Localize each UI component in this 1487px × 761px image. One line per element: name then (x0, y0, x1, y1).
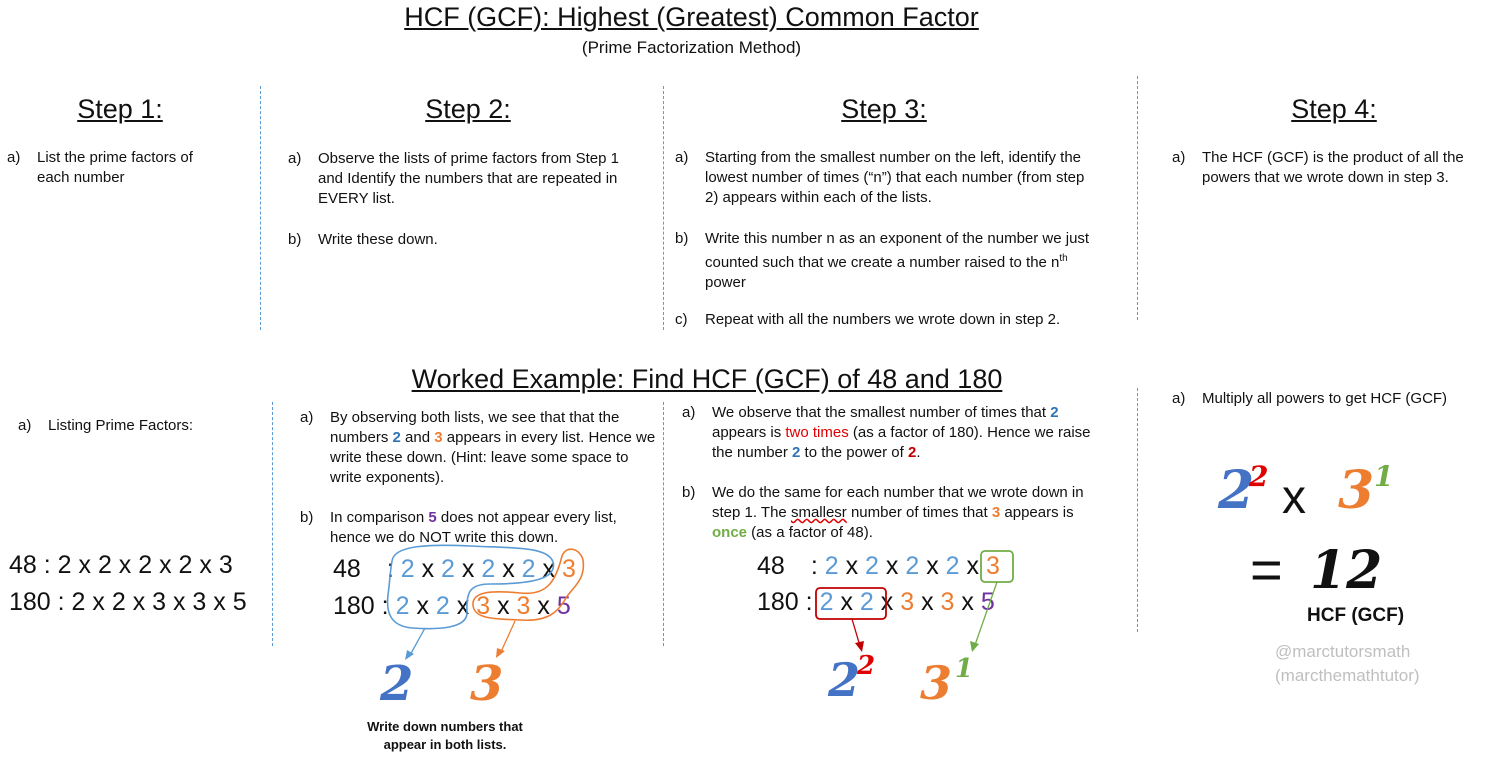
col3-row-180: 180 : 2 x 2 x 3 x 3 x 5 (757, 588, 995, 616)
col3-row-48: 48 : 2 x 2 x 2 x 2 x 3 (757, 552, 1000, 580)
final-3-exponent: 1 (1374, 460, 1394, 493)
final-3-base: 3 (1338, 460, 1375, 521)
worked-example-title: Worked Example: Find HCF (GCF) of 48 and 180 (411, 364, 1003, 394)
col2-row-48: 48 : 2 x 2 x 2 x 2 x 3 (333, 555, 576, 583)
factor-list-180: 180 : 2 x 2 x 3 x 3 x 5 (9, 588, 247, 616)
item-text: Write this number n as an exponent of the number we just counted such that we create a number raised to the $n^{th}$ power (705, 230, 1090, 291)
item-label: b) (675, 230, 689, 247)
col2-caption: Write down numbers that appear in both lists. (367, 719, 523, 752)
item-text: Repeat with all the numbers we wrote down in step 2. (705, 311, 1061, 328)
item-label: a) (682, 404, 696, 421)
col2-row-180: 180 : 2 x 2 x 3 x 3 x 5 (333, 592, 571, 620)
step-2-heading: Step 2: (425, 94, 511, 124)
item-text: By observing both lists, we see that that the numbers 2 and 3 appears in every list. Hence we write these down. (Hint: leave some space to write exponents). (330, 409, 656, 486)
item-text: Multiply all powers to get HCF (GCF) (1202, 390, 1448, 407)
hand-written-3: 3 (470, 656, 504, 712)
item-label: b) (300, 509, 314, 526)
item-text: Listing Prime Factors: (48, 417, 194, 434)
hand-3-exponent: 1 (955, 654, 974, 684)
green-arrow (975, 582, 997, 645)
green-arrowhead (970, 641, 979, 652)
green-box (981, 551, 1013, 582)
hand-written-2: 2 (380, 656, 414, 712)
item-text: In comparison 5 does not appear every list, hence we do NOT write this down. (330, 509, 617, 546)
page-subtitle: (Prime Factorization Method) (581, 38, 802, 57)
hand-2-base: 2 (828, 653, 861, 707)
item-text: The HCF (GCF) is the product of all the powers that we wrote down in step 3. (1202, 149, 1464, 186)
factor-list-48: 48 : 2 x 2 x 2 x 2 x 3 (9, 551, 233, 579)
credit-handle: @marctutorsmath (1275, 642, 1411, 661)
step-4-heading: Step 4: (1291, 94, 1377, 124)
item-text: We do the same for each number that we wrote down in step 1. The smallesr number of times that 3 appears is once (as a factor of 48). (712, 484, 1084, 541)
step-1-heading: Step 1: (77, 94, 163, 124)
item-label: c) (675, 311, 688, 328)
final-result: 12 (1310, 540, 1383, 601)
page-title: HCF (GCF): Highest (Greatest) Common Factor (404, 2, 979, 32)
item-text: List the prime factors of each number (37, 149, 193, 186)
hand-2-exponent: 2 (857, 651, 876, 681)
credit-name: (marcthemathtutor) (1275, 666, 1420, 685)
item-text: Starting from the smallest number on the left, identify the lowest number of times (“n”) that each number (from step 2) appears within each of the lists. (705, 149, 1085, 206)
item-label: a) (1172, 390, 1186, 407)
red-box (816, 588, 886, 619)
item-label: a) (675, 149, 689, 166)
item-label: b) (288, 231, 302, 248)
hand-3-base: 3 (920, 656, 953, 710)
final-2-exponent: 2 (1249, 460, 1269, 493)
item-text: Observe the lists of prime factors from Step 1 and Identify the numbers that are repeated in EVERY list. (318, 150, 619, 207)
final-times: x (1282, 471, 1306, 524)
final-equals: = (1250, 538, 1283, 601)
final-2-base: 2 (1218, 460, 1255, 521)
item-label: a) (1172, 149, 1186, 166)
step-3-heading: Step 3: (841, 94, 927, 124)
item-label: a) (7, 149, 21, 166)
red-arrow (852, 619, 860, 646)
item-label: a) (288, 150, 302, 167)
final-result-label: HCF (GCF) (1307, 605, 1405, 626)
item-text: We observe that the smallest number of times that 2 appears is two times (as a factor of 180). Hence we raise the number 2 to the power of 2. (712, 404, 1091, 461)
item-text: Write these down. (318, 231, 438, 248)
item-label: a) (300, 409, 314, 426)
item-label: b) (682, 484, 696, 501)
item-label: a) (18, 417, 32, 434)
example-4-item-a (1172, 389, 1472, 409)
